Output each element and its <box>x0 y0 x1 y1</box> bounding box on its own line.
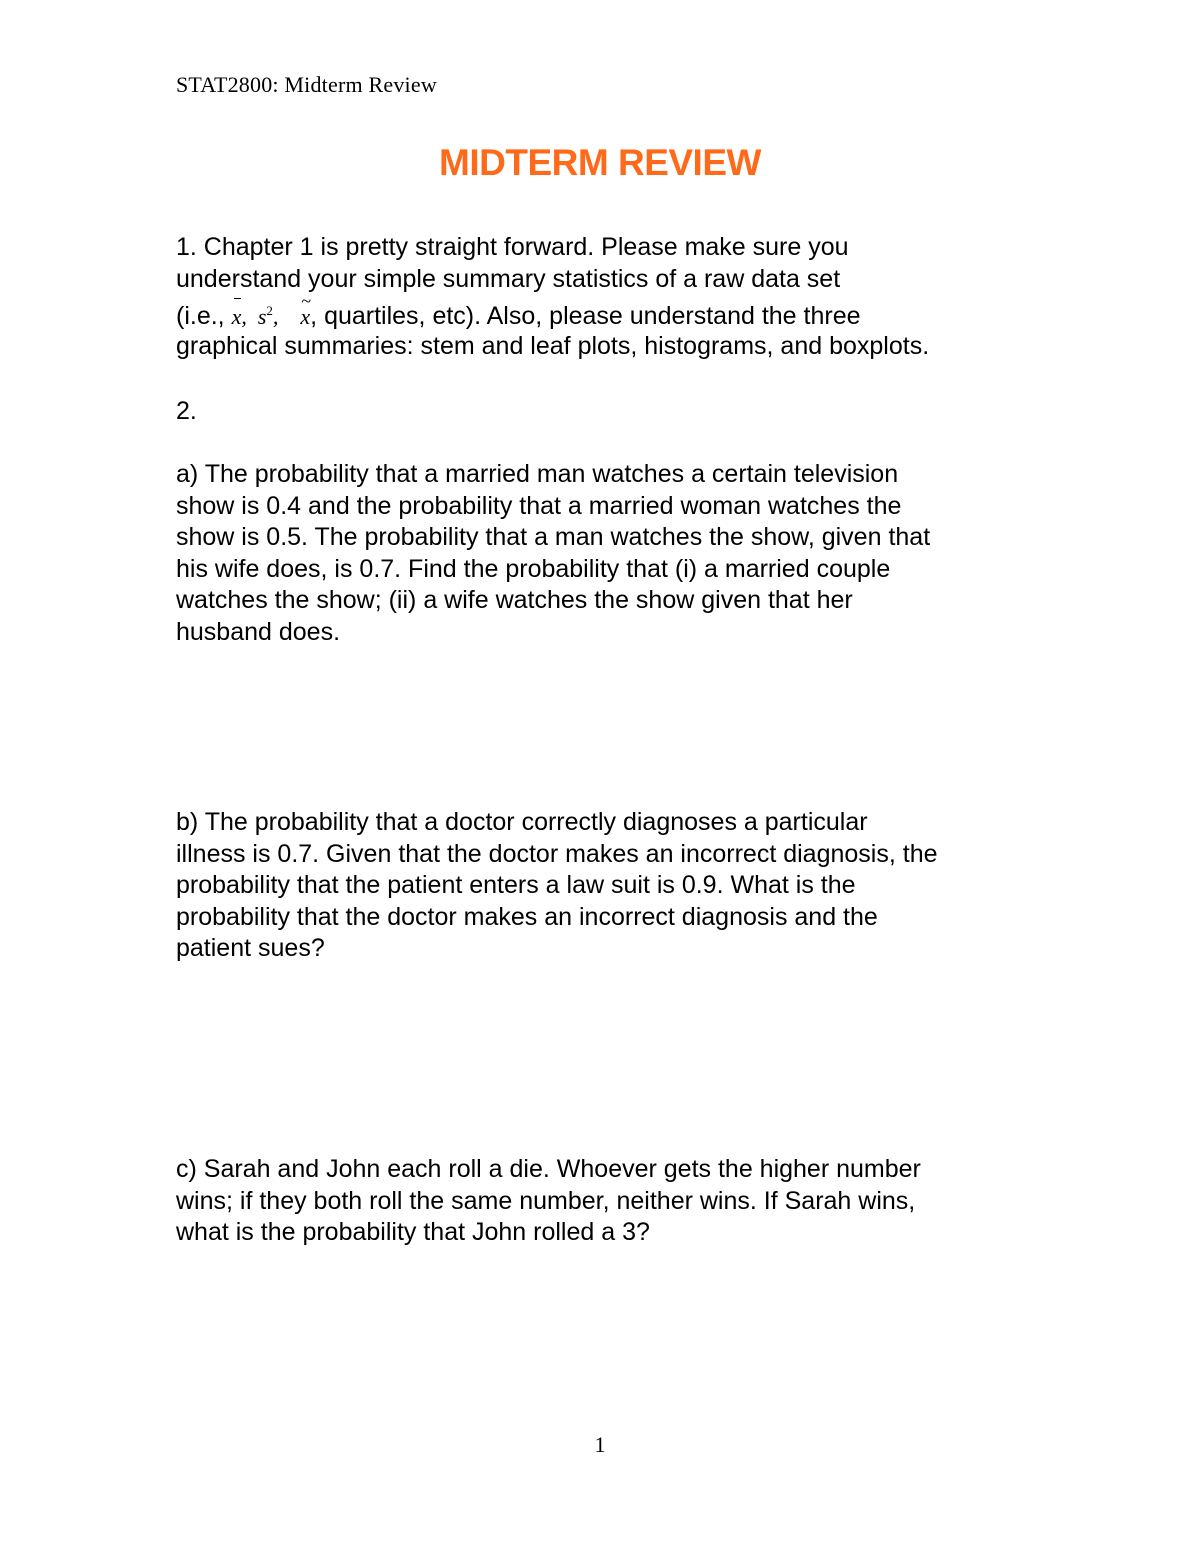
question-2b-line: probability that the doctor makes an incorrect diagnosis and the <box>176 902 878 931</box>
variance-exponent: 2 <box>266 303 273 318</box>
question-1-line: 1. Chapter 1 is pretty straight forward. Please make sure you <box>176 233 849 261</box>
variance-base: s <box>257 304 267 329</box>
question-1-line <box>176 295 1036 331</box>
question-2c-line: wins; if they both roll the same number, neither wins. If Sarah wins, <box>176 1186 916 1215</box>
question-1 <box>176 232 1036 363</box>
question-1-text: , quartiles, etc). Also, please understand the three <box>310 302 861 330</box>
question-2b <box>176 807 1036 965</box>
sample-variance-symbol <box>258 304 273 329</box>
question-2a-line: show is 0.4 and the probability that a married woman watches the <box>176 491 902 520</box>
question-2a-line: show is 0.5. The probability that a man watches the show, given that <box>176 523 931 551</box>
question-2b-line: b) The probability that a doctor correctly diagnoses a particular <box>176 808 868 836</box>
question-2c-line: what is the probability that John rolled a 3? <box>176 1218 650 1246</box>
question-1-text: (i.e., <box>176 302 232 330</box>
question-2a-line: husband does. <box>176 617 341 646</box>
page-number: 1 <box>594 1432 606 1457</box>
question-2a-line: watches the show; (ii) a wife watches the show given that her <box>176 586 853 614</box>
symbol-separator: , <box>272 304 301 329</box>
question-2b-line: illness is 0.7. Given that the doctor makes an incorrect diagnosis, the <box>176 839 938 868</box>
question-2b-line: patient sues? <box>176 934 325 962</box>
question-2b-line: probability that the patient enters a law suit is 0.9. What is the <box>176 871 856 899</box>
question-2c <box>176 1154 1036 1249</box>
symbol-separator: , <box>241 304 258 329</box>
question-2a-line: his wife does, is 0.7. Find the probability that (i) a married couple <box>176 554 891 583</box>
math-symbols <box>232 304 311 329</box>
question-1-line: understand your simple summary statistics of a raw data set <box>176 264 841 293</box>
question-2a-line: a) The probability that a married man watches a certain television <box>176 460 899 488</box>
sample-mean-symbol: x <box>232 299 242 333</box>
question-2a <box>176 459 1036 648</box>
question-1-line: graphical summaries: stem and leaf plots, histograms, and boxplots. <box>176 332 930 360</box>
page-title: MIDTERM REVIEW <box>439 142 761 183</box>
sample-median-symbol: ~ x <box>300 301 310 333</box>
question-2-number: 2. <box>176 397 197 425</box>
question-2c-line: c) Sarah and John each roll a die. Whoever gets the higher number <box>176 1155 921 1183</box>
running-header: STAT2800: Midterm Review <box>176 72 437 97</box>
